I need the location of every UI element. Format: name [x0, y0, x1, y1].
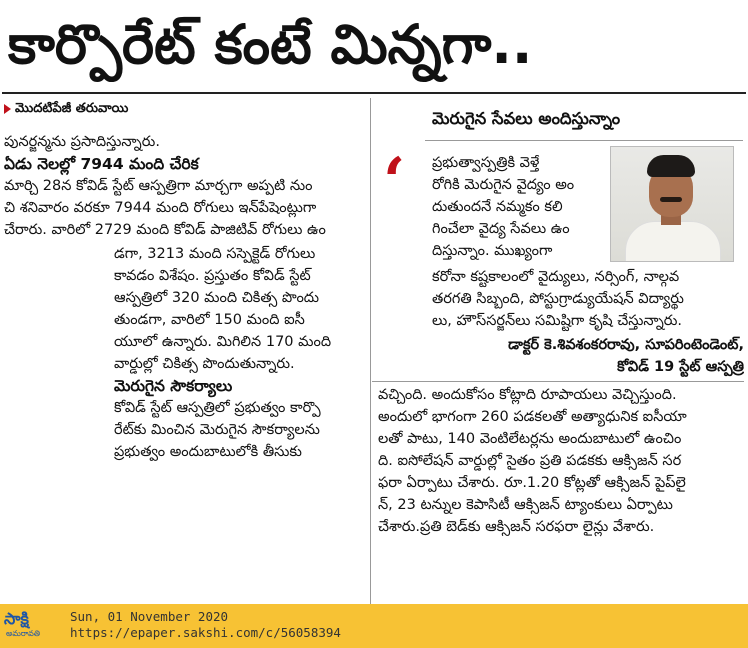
box-full-line: తరగతి సిబ్బంది, పోస్టుగ్రాడ్యుయేషన్ విద్యార్థు — [432, 291, 684, 307]
box-quote-line: గించేలా వైద్య సేవలు ఉం — [432, 221, 570, 237]
kicker — [4, 100, 128, 118]
portrait-photo — [610, 146, 734, 262]
box-title: మెరుగైన సేవలు అందిస్తున్నాం — [432, 109, 621, 128]
left-para1-indent-line: తుండగా, వారిలో 150 మంది ఐసీ — [114, 312, 305, 328]
box-quote-line: రోగికి మెరుగైన వైద్యం అం — [432, 177, 575, 193]
left-para1-line: చి శనివారం వరకూ 7944 మంది రోగులు ఇన్‌పేషెంట్లుగా — [4, 200, 317, 216]
triangle-pointer-icon — [4, 104, 11, 114]
right-col-line: న్, 23 టన్నుల కెపాసిటీ ఆక్సిజన్ ట్యాంకులు ఏర్పాటు — [378, 497, 673, 513]
right-col-line: ఫరా ఏర్పాటు చేశారు. రూ.1.20 కోట్లతో ఆక్సిజన్ పైప్‌లై — [378, 475, 686, 491]
left-para1-indent-line: వార్డుల్లో చికిత్స పొందుతున్నారు. — [114, 356, 295, 372]
right-col-line: లతో పాటు, 140 వెంటిలేటర్లను అందుబాటులో ఉంచిం — [378, 431, 682, 447]
box-quote-line: దుతుందనే నమ్మకం కలి — [432, 199, 563, 215]
box-quote-line: దిస్తున్నాం. ముఖ్యంగా — [432, 243, 553, 259]
subhead-facilities: మెరుగైన సౌకర్యాలు — [114, 377, 233, 395]
left-para1-indent-line: ఆస్పత్రిలో 320 మంది చికిత్స పొందు — [114, 290, 320, 306]
left-para2-line: కోవిడ్ స్టేట్ ఆస్పత్రిలో ప్రభుత్వం కార్పొ — [114, 400, 321, 416]
portrait-shirt — [625, 221, 721, 262]
right-col-line: ది. ఐసోలేషన్ వార్డుల్లో సైతం ప్రతి పడకకు ఆక్సిజన్ సర — [378, 453, 682, 469]
right-col-line: అందులో భాగంగా 260 పడకలతో అత్యాధునిక ఐసీయా — [378, 409, 687, 425]
footer-date: Sun, 01 November 2020 — [70, 609, 229, 624]
left-para1-line: చేరారు. వారిలో 2729 మంది కోవిడ్ పాజిటివ్ రోగులు ఉం — [4, 222, 326, 238]
left-para1-line: మార్చి 28న కోవిడ్ స్టేట్ ఆస్పత్రిగా మార్చగా అప్పటి నుం — [4, 178, 313, 194]
box-attribution: డాక్టర్ కె.శివశంకరరావు, సూపరింటెండెంట్, — [508, 337, 744, 353]
quote-mark-icon: ‘ — [383, 144, 406, 219]
divider-top — [2, 92, 746, 94]
divider-box-bottom — [372, 381, 744, 382]
portrait-moustache — [660, 197, 682, 202]
left-para1-indent-line: కావడం విశేషం. ప్రస్తుతం కోవిడ్ స్టేట్ — [114, 268, 311, 284]
logo-text: సాక్షి — [4, 609, 29, 628]
divider-box-top — [425, 140, 743, 141]
box-full-line: కరోనా కష్టకాలంలో వైద్యులు, నర్సింగ్, నాల్గవ — [432, 269, 680, 285]
right-col-line: చేశారు.ప్రతి బెడ్‌కు ఆక్సిజన్ సరఫరా లైన్లు వేశారు. — [378, 519, 655, 535]
divider-column-left — [370, 98, 371, 604]
logo-subtext: అమరావతి — [6, 629, 41, 638]
sakshi-logo — [4, 610, 62, 642]
kicker-label: మొదటిపేజీ తరువాయి — [15, 101, 129, 116]
subhead-seven-months: ఏడు నెలల్లో 7944 మంది చేరిక — [4, 155, 199, 173]
left-para2-line: ప్రభుత్వం అందుబాటులోకి తీసుకు — [114, 444, 302, 460]
box-attribution: కోవిడ్ 19 స్టేట్ ఆస్పత్రి — [617, 359, 744, 375]
left-para1-indent-line: డగా, 3213 మంది సస్పెక్టెడ్ రోగులు — [114, 246, 316, 262]
portrait-hair — [647, 155, 695, 177]
left-para1-indent-line: యూలో ఉన్నారు. మిగిలిన 170 మంది — [114, 334, 332, 350]
headline: కార్పొరేట్ కంటే మిన్నగా.. — [8, 13, 533, 76]
box-quote-line: ప్రభుత్వాస్పత్రికి వెళ్తే — [432, 155, 540, 171]
left-para2-line: రేట్‌కు మించిన మెరుగైన సౌకర్యాలను — [114, 422, 320, 438]
left-line-first: పునర్జన్మను ప్రసాదిస్తున్నారు. — [4, 134, 160, 150]
box-full-line: లు, హౌస్‌సర్జన్‌లు సమిష్టిగా కృషి చేస్తున్నారు. — [432, 313, 683, 329]
right-col-line: వచ్చింది. అందుకోసం కోట్లాది రూపాయలు వెచ్చిస్తుంది. — [378, 387, 677, 403]
footer-url[interactable]: https://epaper.sakshi.com/c/56058394 — [70, 625, 341, 640]
